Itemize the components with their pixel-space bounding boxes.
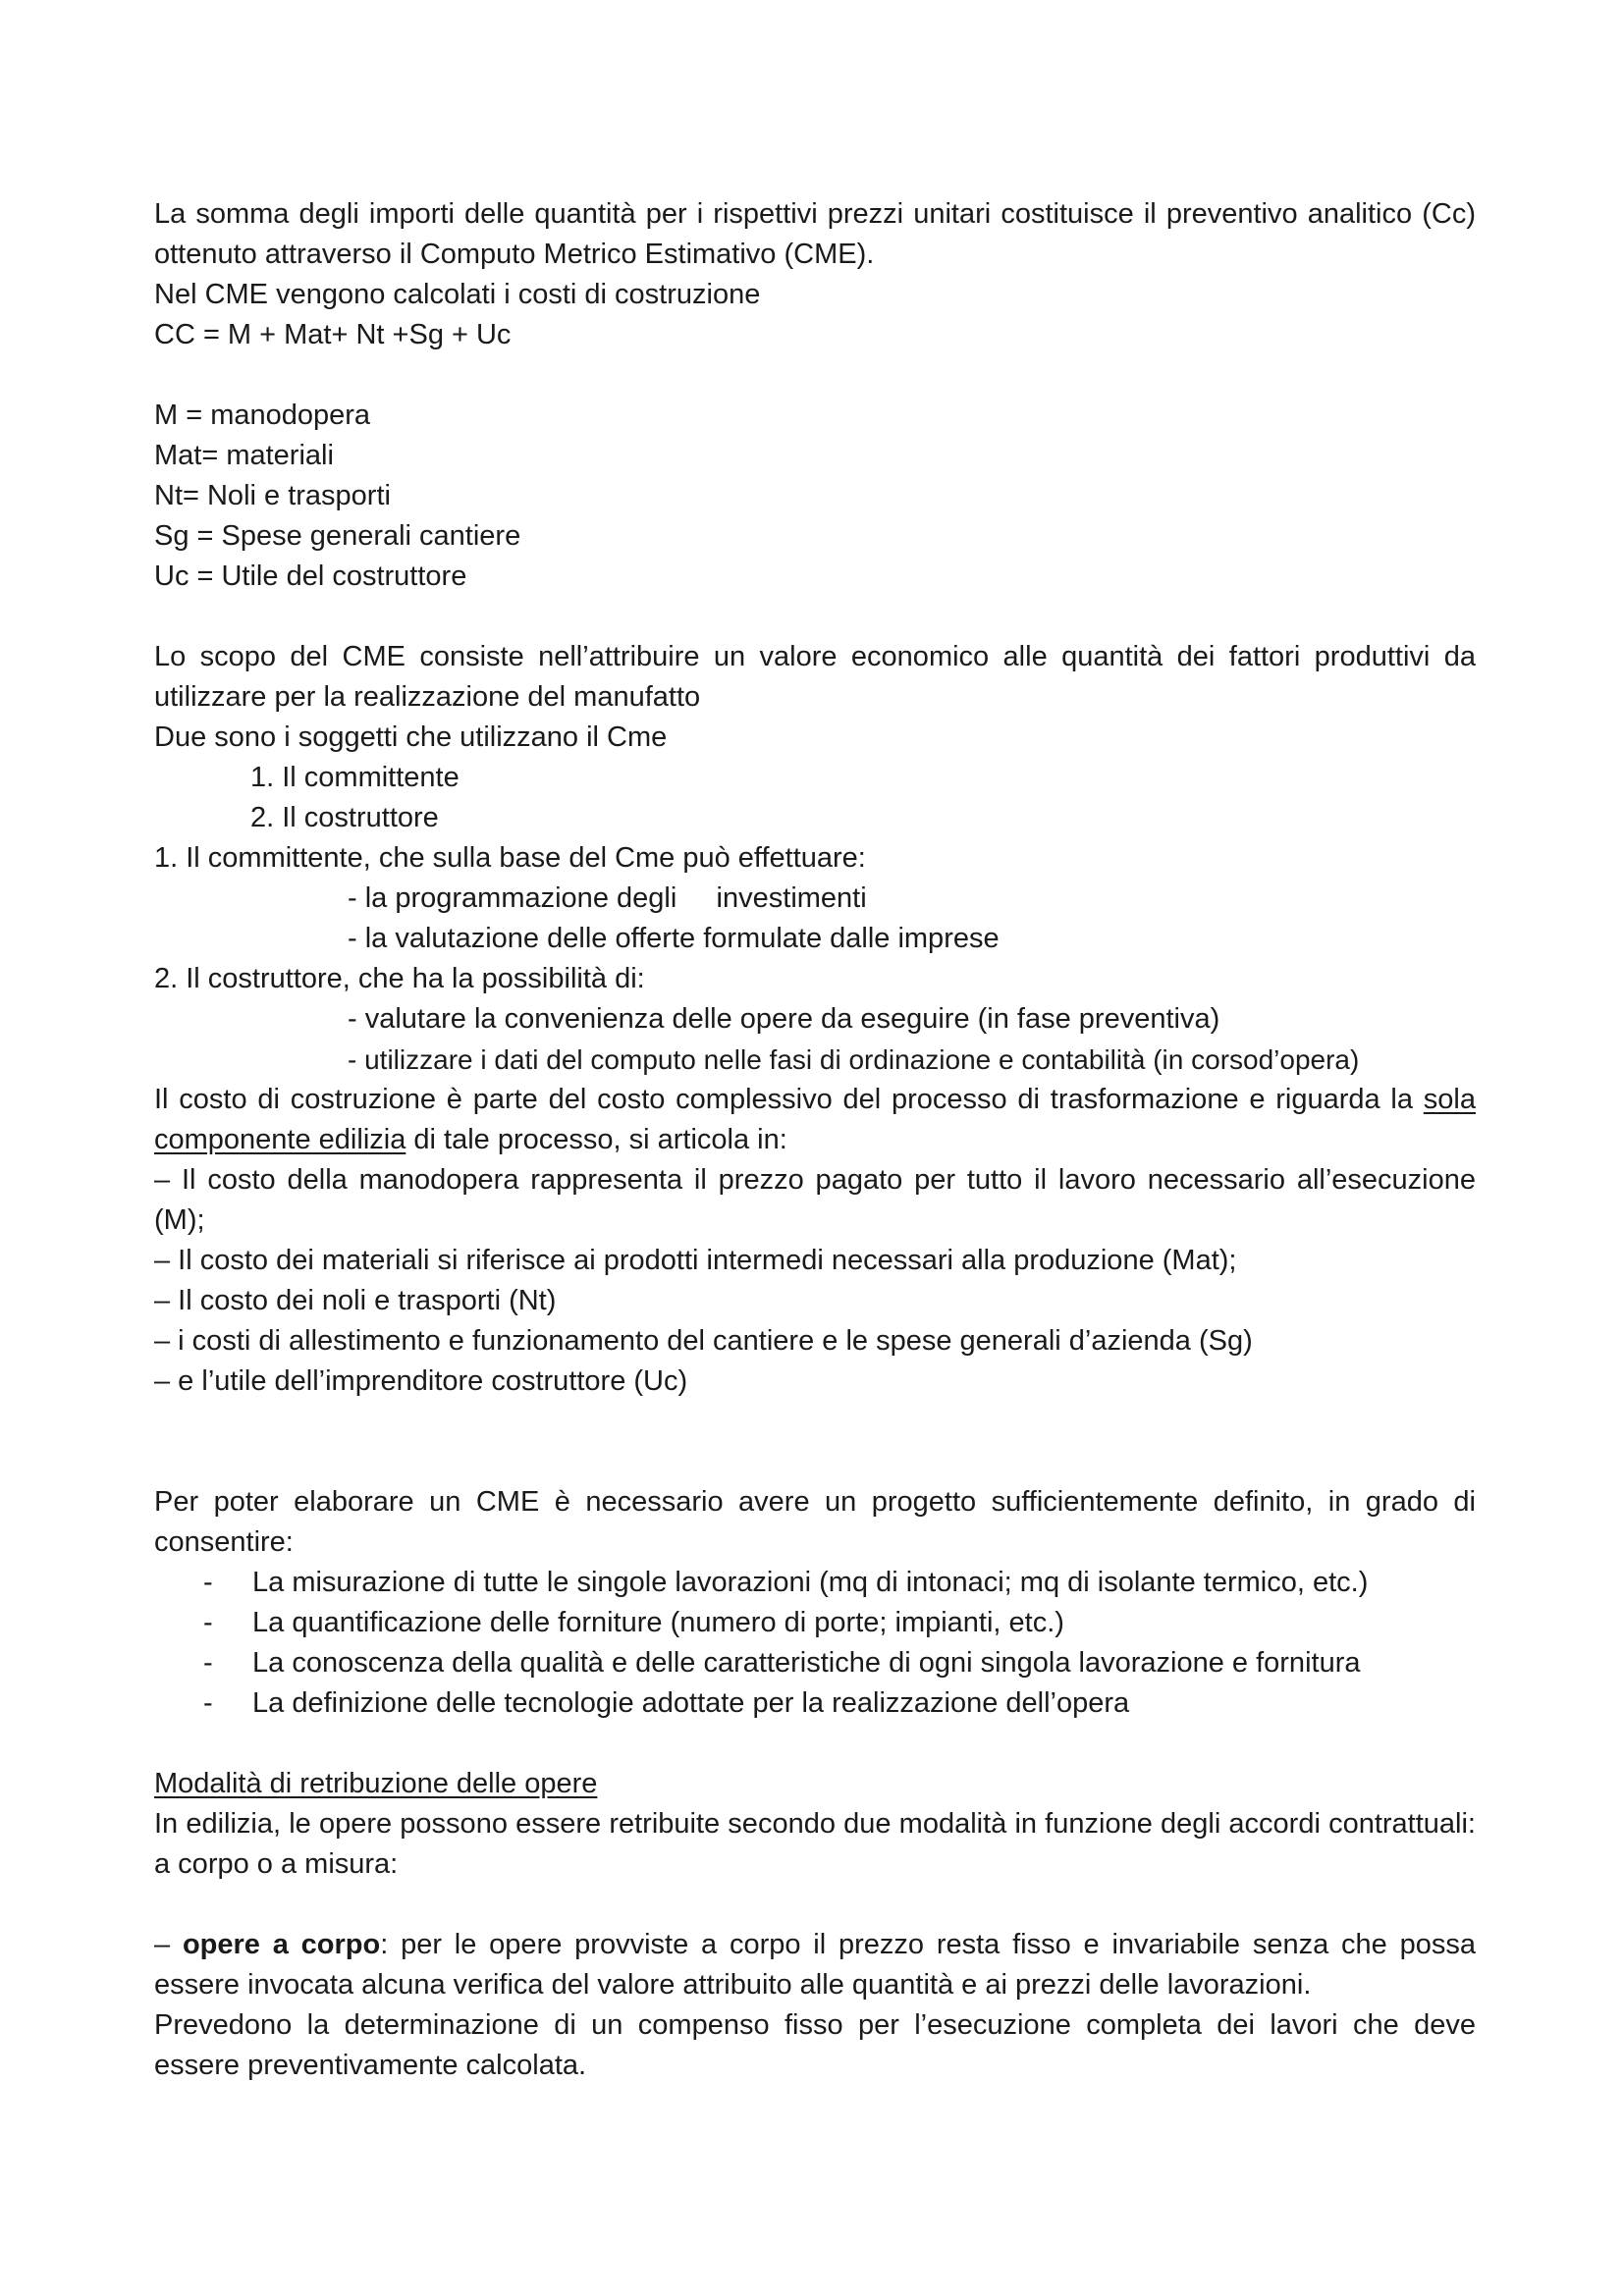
- progetto-paragraph: Per poter elaborare un CME è necessario avere un progetto sufficientemente definito, in grado di consentire:: [154, 1486, 1476, 1558]
- modalita-heading: Modalità di retribuzione delle opere: [154, 1768, 598, 1799]
- list-item: [154, 1603, 1476, 1643]
- bullet-dash: -: [203, 1647, 213, 1679]
- list-item: [154, 1563, 1476, 1603]
- costruttore-item: - utilizzare i dati del computo nelle fasi di ordinazione e contabilità (in corsod’opera): [348, 1044, 1360, 1075]
- corpo-dash: –: [154, 1929, 183, 1960]
- subject-item: 1. Il committente: [250, 762, 460, 793]
- list-item: [154, 1643, 1476, 1683]
- legend-item: M = manodopera: [154, 400, 371, 431]
- list-item-text: La misurazione di tutte le singole lavorazioni (mq di intonaci; mq di isolante termico, etc.): [252, 1567, 1369, 1598]
- section-heading: [154, 1764, 1476, 1804]
- formula-legend: [154, 396, 1476, 597]
- requirements-list: [154, 1563, 1476, 1724]
- committente-item: - la programmazione degli investimenti: [348, 882, 867, 914]
- list-item: [154, 1683, 1476, 1724]
- costo-paragraph: [154, 1080, 1476, 1160]
- committente-item: - la valutazione delle offerte formulate dalle imprese: [348, 923, 1000, 954]
- committente-heading: 1. Il committente, che sulla base del Cme può effettuare:: [154, 842, 866, 874]
- costo-intro: Il costo di costruzione è parte del costo complessivo del processo di trasformazione e riguarda la: [154, 1084, 1414, 1115]
- bullet-dash: -: [203, 1687, 213, 1719]
- costo-item: – Il costo dei materiali si riferisce ai prodotti intermedi necessari alla produzione (Mat);: [154, 1245, 1237, 1276]
- intro-paragraph: La somma degli importi delle quantità per i rispettivi prezzi unitari costituisce il preventivo analitico (Cc) ottenuto attraverso il Computo Metrico Estimativo (CME).: [154, 198, 1476, 270]
- corpo-paragraph-2: Prevedono la determinazione di un compenso fisso per l’esecuzione completa dei lavori che deve essere preventivamente calcolata.: [154, 2009, 1476, 2081]
- subjects-intro: Due sono i soggetti che utilizzano il Cme: [154, 721, 668, 753]
- bullet-dash: -: [203, 1567, 213, 1598]
- costo-item: – e l’utile dell’imprenditore costruttore (Uc): [154, 1365, 688, 1397]
- corpo-text: : per le opere provviste a corpo il prezzo resta fisso e invariabile senza che possa essere invocata alcuna verifica del valore attribuito alle quantità e ai prezzi delle lavorazioni.: [154, 1929, 1476, 2001]
- bullet-dash: -: [203, 1607, 213, 1638]
- costo-item: – Il costo della manodopera rappresenta il prezzo pagato per tutto il lavoro necessario all’esecuzione (M);: [154, 1164, 1476, 1236]
- list-item-text: La conoscenza della qualità e delle caratteristiche di ogni singola lavorazione e fornitura: [252, 1647, 1361, 1679]
- cost-formula: CC = M + Mat+ Nt +Sg + Uc: [154, 319, 512, 350]
- costo-intro-end: di tale processo, si articola in:: [406, 1124, 787, 1155]
- legend-item: Nt= Noli e trasporti: [154, 480, 391, 511]
- underlined-phrase: sola componente edilizia: [154, 1084, 1476, 1155]
- corpo-term: opere a corpo: [182, 1929, 381, 1960]
- costo-item: – i costi di allestimento e funzionamento del cantiere e le spese generali d’azienda (Sg): [154, 1325, 1253, 1357]
- legend-item: Sg = Spese generali cantiere: [154, 520, 521, 552]
- list-item-text: La definizione delle tecnologie adottate per la realizzazione dell’opera: [252, 1687, 1130, 1719]
- costruttore-heading: 2. Il costruttore, che ha la possibilità di:: [154, 963, 645, 994]
- subject-item: 2. Il costruttore: [250, 802, 439, 833]
- scope-paragraph: Lo scopo del CME consiste nell’attribuire un valore economico alle quantità dei fattori produttivi da utilizzare per la realizzazione del manufatto: [154, 641, 1476, 713]
- modalita-paragraph: In edilizia, le opere possono essere retribuite secondo due modalità in funzione degli accordi contrattuali: a corpo o a misura:: [154, 1808, 1476, 1880]
- costruttore-item: - valutare la convenienza delle opere da eseguire (in fase preventiva): [348, 1003, 1220, 1035]
- legend-item: Uc = Utile del costruttore: [154, 561, 467, 592]
- opere-a-corpo-paragraph: [154, 1925, 1476, 2005]
- legend-item: Mat= materiali: [154, 440, 334, 471]
- costo-item: – Il costo dei noli e trasporti (Nt): [154, 1285, 557, 1316]
- list-item-text: La quantificazione delle forniture (numero di porte; impianti, etc.): [252, 1607, 1064, 1638]
- cme-costs-line: Nel CME vengono calcolati i costi di costruzione: [154, 279, 761, 310]
